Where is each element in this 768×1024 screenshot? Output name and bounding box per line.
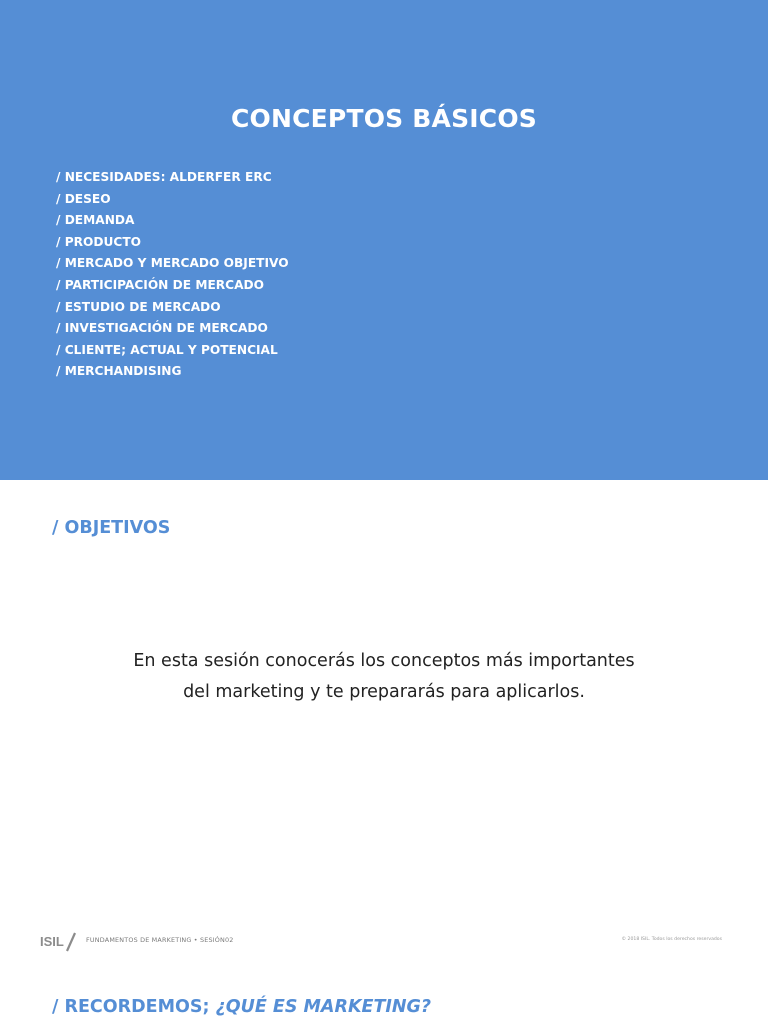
logo-slash: [67, 933, 75, 951]
recap-heading-prefix: / RECORDEMOS;: [52, 997, 216, 1017]
topic-item: / CLIENTE; ACTUAL Y POTENCIAL: [56, 342, 278, 357]
topic-item: / PRODUCTO: [56, 234, 142, 249]
topic-item: / NECESIDADES: ALDERFER ERC: [56, 170, 272, 184]
objectives-heading: / OBJETIVOS: [52, 518, 171, 538]
page-title: CONCEPTOS BÁSICOS: [230, 104, 537, 133]
recap-heading-question: ¿QUÉ ES MARKETING?: [215, 997, 432, 1017]
topic-item: / INVESTIGACIÓN DE MERCADO: [56, 321, 268, 336]
topic-item: / DESEO: [56, 191, 111, 206]
logo-text: ISIL: [40, 934, 64, 949]
topic-item: / DEMANDA: [56, 213, 135, 228]
topic-item: / MERCADO Y MERCADO OBJETIVO: [56, 256, 289, 271]
objectives-text: En esta sesión conocerás los conceptos más importantes del marketing y te prepararás para aplicarlos.: [133, 651, 635, 702]
topic-item: / MERCHANDISING: [56, 364, 182, 379]
recap-heading: [52, 997, 431, 1017]
topic-list: [56, 168, 289, 384]
page-footer: [40, 928, 730, 952]
isil-logo: [40, 930, 80, 952]
copyright-text: © 2018 ISIL. Todos los derechos reservados: [621, 937, 722, 942]
topic-item: / PARTICIPACIÓN DE MERCADO: [56, 277, 265, 292]
topic-item: / ESTUDIO DE MERCADO: [56, 299, 221, 314]
hero-banner: [0, 0, 768, 480]
course-label: FUNDAMENTOS DE MARKETING • SESIÓN02: [86, 936, 234, 944]
